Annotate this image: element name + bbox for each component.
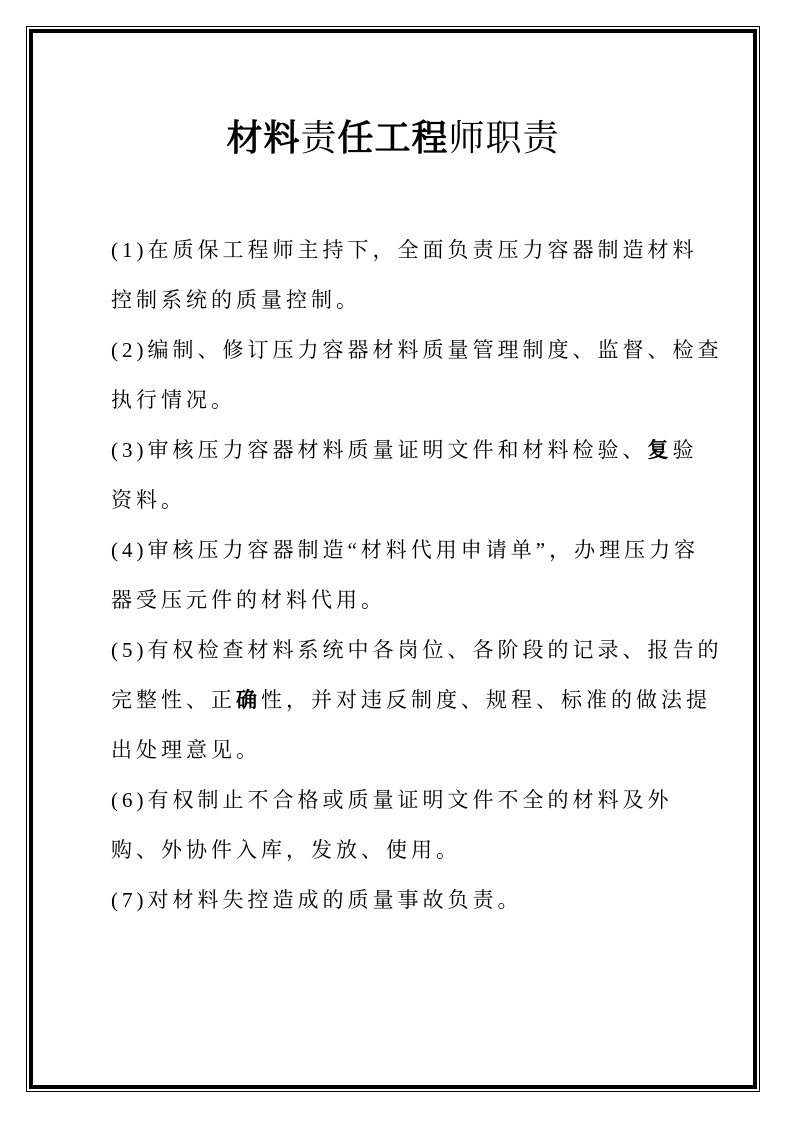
document-line: (5)有权检查材料系统中各岗位、各阶段的记录、报告的	[111, 638, 723, 662]
document-line: 资料。	[111, 488, 186, 512]
document-line: 控制系统的质量控制。	[111, 288, 361, 312]
document-line: 完整性、正确性，并对违反制度、规程、标准的做法提	[111, 688, 711, 712]
document-line: (6)有权制止不合格或质量证明文件不全的材料及外	[111, 788, 673, 812]
document-line: (4)审核压力容器制造“材料代用申请单”，办理压力容	[111, 538, 700, 562]
document-body	[111, 225, 723, 925]
document-title: 材料责任工程师职责	[226, 117, 560, 158]
page-border-frame-inner	[29, 29, 757, 1089]
document-line: 出处理意见。	[111, 738, 261, 762]
document-line: 购、外协件入库，发放、使用。	[111, 838, 461, 862]
document-line: (2)编制、修订压力容器材料质量管理制度、监督、检查	[111, 338, 723, 362]
page-border-frame	[26, 26, 760, 1092]
document-line: (7)对材料失控造成的质量事故负责。	[111, 888, 523, 912]
document-line: (3)审核压力容器材料质量证明文件和材料检验、复验	[111, 438, 698, 462]
document-line: 器受压元件的材料代用。	[111, 588, 386, 612]
document-line: 执行情况。	[111, 388, 236, 412]
document-line: (1)在质保工程师主持下，全面负责压力容器制造材料	[111, 238, 698, 262]
